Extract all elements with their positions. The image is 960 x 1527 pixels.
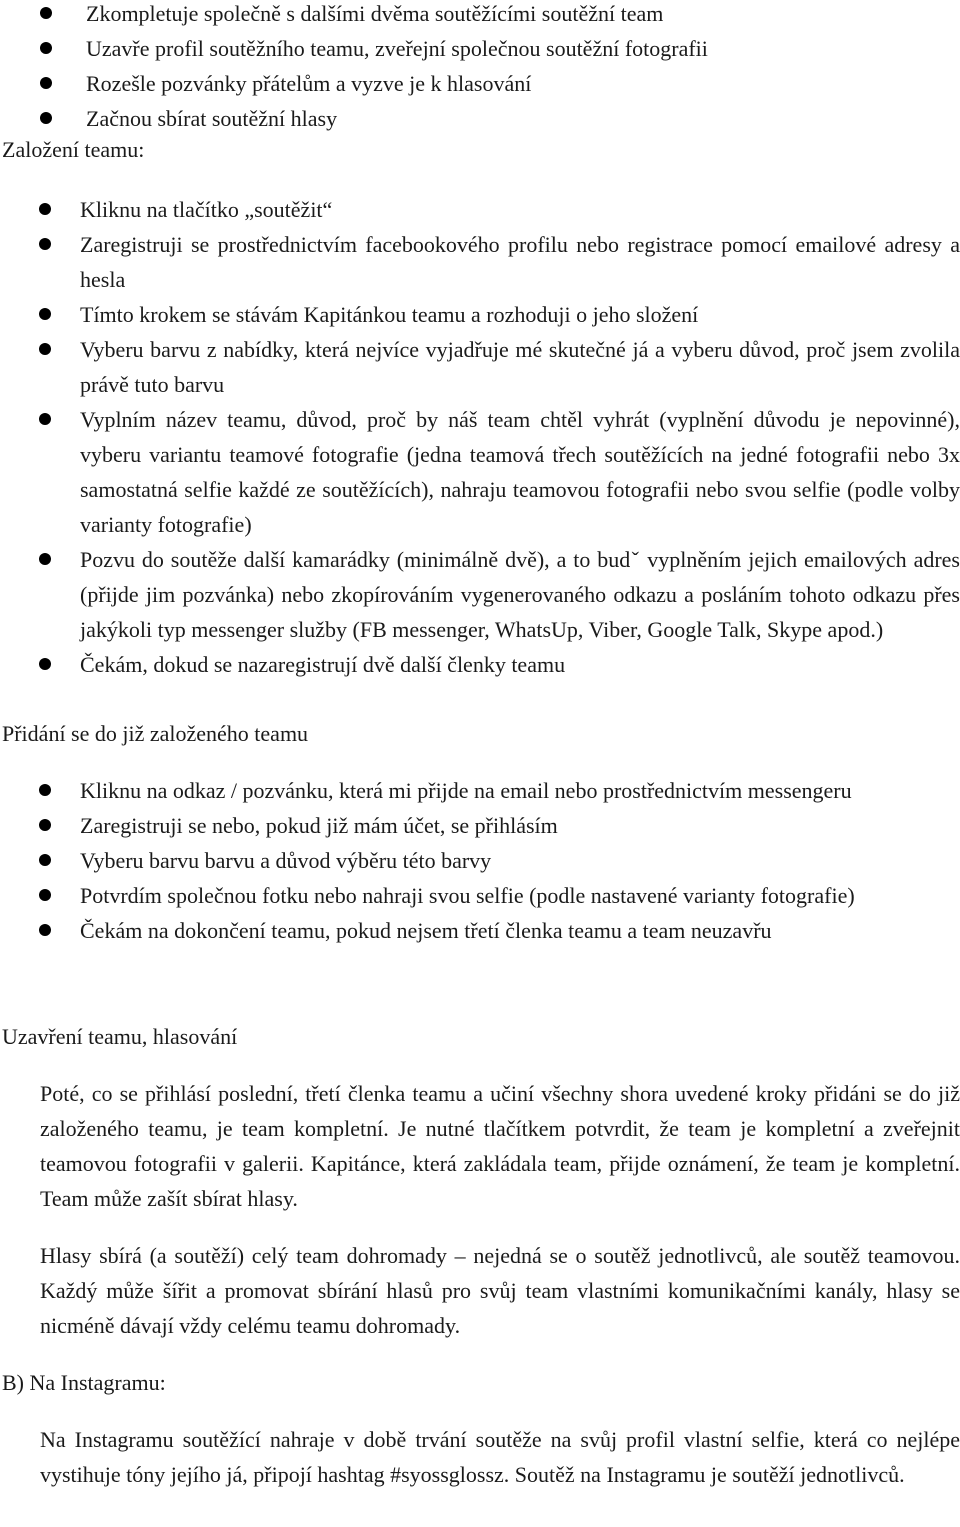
founding-list [0, 192, 960, 682]
intro-list [0, 0, 960, 136]
list-item: Vyberu barvu z nabídky, která nejvíce vyjadřuje mé skutečné já a vyberu důvod, proč jsem zvolila právě tuto barvu [0, 332, 960, 402]
list-item: Rozešle pozvánky přátelům a vyzve je k hlasování [0, 66, 960, 101]
list-item: Pozvu do soutěže další kamarádky (minimálně dvě), a to budˇ vyplněním jejich emailových adres (přijde jim pozvánka) nebo zkopírováním vygenerovaného odkazu a posláním tohoto odkazu přes jakýkoli typ messenger služby (FB messenger, WhatsUp, Viber, Google Talk, Skype apod.) [0, 542, 960, 647]
list-item: Tímto krokem se stávám Kapitánkou teamu a rozhoduji o jeho složení [0, 297, 960, 332]
list-item: Kliknu na odkaz / pozvánku, která mi přijde na email nebo prostřednictvím messengeru [0, 773, 960, 808]
list-item: Zaregistruji se nebo, pokud již mám účet, se přihlásím [0, 808, 960, 843]
section-heading-instagram: B) Na Instagramu: [2, 1370, 166, 1395]
list-item: Kliknu na tlačítko „soutěžit“ [0, 192, 960, 227]
list-item: Zaregistruji se prostřednictvím facebookového profilu nebo registrace pomocí emailové adresy a hesla [0, 227, 960, 297]
list-item: Začnou sbírat soutěžní hlasy [0, 101, 960, 136]
list-item: Potvrdím společnou fotku nebo nahraji svou selfie (podle nastavené varianty fotografie) [0, 878, 960, 913]
section-heading-founding: Založení teamu: [2, 137, 145, 162]
list-item: Uzavře profil soutěžního teamu, zveřejní společnou soutěžní fotografii [0, 31, 960, 66]
list-item: Vyplním název teamu, důvod, proč by náš team chtěl vyhrát (vyplnění důvodu je nepovinné), vyberu variantu teamové fotografie (jedna teamová třech soutěžících na jedné fotografii nebo 3x samostatná selfie každé ze soutěžících), nahraju teamovou fotografii nebo svou selfie (podle volby varianty fotografie) [0, 402, 960, 542]
section-heading-closing: Uzavření teamu, hlasování [2, 1024, 238, 1049]
list-item: Vyberu barvu barvu a důvod výběru této barvy [0, 843, 960, 878]
list-item: Zkompletuje společně s dalšími dvěma soutěžícími soutěžní team [0, 0, 960, 31]
closing-paragraph-2: Hlasy sbírá (a soutěží) celý team dohromady – nejedná se o soutěž jednotlivců, ale soutěž teamovou. Každý může šířit a promovat sbírání hlasů pro svůj team vlastními komunikačními kanály, hlasy se nicméně dávají vždy celému teamu dohromady. [40, 1243, 960, 1338]
joining-list [0, 773, 960, 948]
list-item: Čekám, dokud se nazaregistrují dvě další členky teamu [0, 647, 960, 682]
closing-paragraph-1: Poté, co se přihlásí poslední, třetí členka teamu a učiní všechny shora uvedené kroky přidáni se do již založeného teamu, je team kompletní. Je nutné tlačítkem potvrdit, že team je kompletní a zveřejnit teamovou fotografii v galerii. Kapitánce, která zakládala team, přijde oznámení, že team je kompletní. Team může zašít sbírat hlasy. [40, 1081, 960, 1211]
section-heading-joining: Přidání se do již založeného teamu [2, 721, 309, 746]
list-item: Čekám na dokončení teamu, pokud nejsem třetí členka teamu a team neuzavřu [0, 913, 960, 948]
instagram-paragraph: Na Instagramu soutěžící nahraje v době trvání soutěže na svůj profil vlastní selfie, která co nejlépe vystihuje tóny jejího já, připojí hashtag #syossglossz. Soutěž na Instagramu je soutěží jednotlivců. [40, 1427, 960, 1487]
